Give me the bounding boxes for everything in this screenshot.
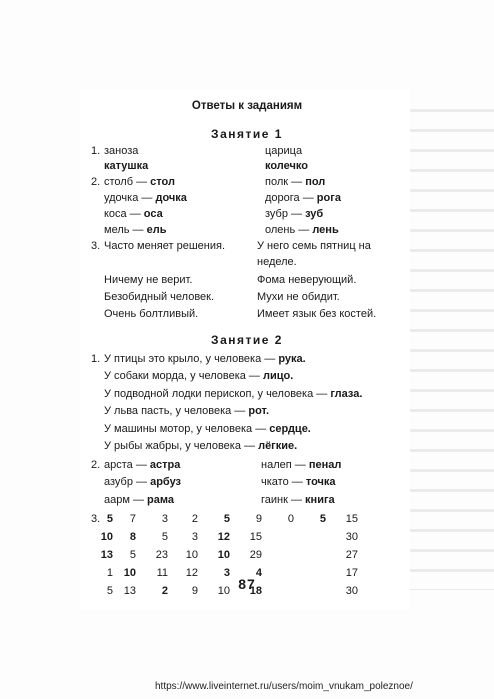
session-1-heading: Занятие 1 <box>211 127 283 141</box>
grid-number: 5 <box>223 513 230 525</box>
task-number: 1. <box>91 145 101 157</box>
grid-number: 7 <box>129 513 136 525</box>
grid-number: 12 <box>185 567 198 579</box>
grid-number: 9 <box>255 513 262 525</box>
grid-number: 5 <box>319 513 326 525</box>
answer-word: колечко <box>265 160 308 172</box>
grid-number: 23 <box>155 549 168 561</box>
grid-number: 3 <box>161 513 168 525</box>
word-pair: столб — стол <box>104 176 175 188</box>
grid-number: 17 <box>345 567 358 579</box>
description: Безобидный человек. <box>104 291 215 303</box>
task-number: 2. <box>91 176 101 188</box>
grid-number: 1 <box>106 567 113 579</box>
session-2-heading: Занятие 2 <box>211 333 283 347</box>
anagram-pair: гаинк — книга <box>261 494 335 506</box>
answer-word: заноза <box>104 145 139 157</box>
grid-number: 3 <box>223 567 230 579</box>
analogy-line: У машины мотор, у человека — сердце. <box>104 423 311 435</box>
footer-url: https://www.liveinternet.ru/users/moim_vnukam_poleznoe/ <box>155 681 413 692</box>
grid-number: 10 <box>217 549 230 561</box>
grid-number: 15 <box>249 531 262 543</box>
description: Очень болтливый. <box>104 308 199 320</box>
grid-number: 0 <box>287 513 294 525</box>
page-number: 87 <box>238 576 256 592</box>
anagram-pair: аарм — рама <box>104 494 174 506</box>
description: Часто меняет решения. <box>104 240 226 252</box>
word-pair: мель — ель <box>104 224 167 236</box>
page-title: Ответы к заданиям <box>191 100 303 112</box>
task-number: 2. <box>91 459 101 471</box>
analogy-line: У рыбы жабры, у человека — лёгкие. <box>104 440 298 452</box>
word-pair: полк — пол <box>265 176 326 188</box>
grid-number: 4 <box>255 567 262 579</box>
grid-number: 13 <box>123 585 136 597</box>
task-number: 3. <box>91 240 101 252</box>
description: Ничему не верит. <box>104 274 193 286</box>
grid-number: 5 <box>161 531 168 543</box>
grid-number: 29 <box>249 549 262 561</box>
word-pair: удочка — дочка <box>104 192 187 204</box>
grid-number: 30 <box>345 585 358 597</box>
word-pair: олень — лень <box>265 224 339 236</box>
grid-number: 10 <box>185 549 198 561</box>
grid-number: 2 <box>161 585 168 597</box>
idiom: Фома неверующий. <box>257 274 357 286</box>
idiom: Имеет язык без костей. <box>257 308 377 320</box>
grid-number: 5 <box>129 549 136 561</box>
grid-number: 5 <box>106 513 113 525</box>
anagram-pair: арста — астра <box>104 459 181 471</box>
grid-number: 10 <box>100 531 113 543</box>
grid-number: 11 <box>156 567 168 579</box>
answer-word: катушка <box>104 160 149 172</box>
task-number: 3. <box>91 513 101 525</box>
word-pair: дорога — рога <box>265 192 341 204</box>
anagram-pair: налеп — пенал <box>261 459 342 471</box>
analogy-line: У птицы это крыло, у человека — рука. <box>104 353 306 365</box>
idiom: У него семь пятниц на <box>257 240 371 252</box>
grid-number: 9 <box>191 585 198 597</box>
task-number: 1. <box>91 353 101 365</box>
grid-number: 12 <box>217 531 230 543</box>
grid-number: 3 <box>191 531 198 543</box>
grid-number: 13 <box>100 549 113 561</box>
grid-number: 15 <box>345 513 358 525</box>
idiom: неделе. <box>257 256 297 268</box>
grid-number: 2 <box>191 513 198 525</box>
answer-word: царица <box>265 145 303 157</box>
anagram-pair: азубр — арбуз <box>104 476 182 488</box>
word-pair: коса — оса <box>104 208 163 220</box>
grid-number: 8 <box>129 531 136 543</box>
word-pair: зубр — зуб <box>265 208 324 220</box>
grid-number: 10 <box>217 585 230 597</box>
grid-number: 18 <box>249 585 262 597</box>
grid-number: 5 <box>106 585 113 597</box>
idiom: Мухи не обидит. <box>257 291 340 303</box>
grid-number: 10 <box>123 567 136 579</box>
analogy-line: У собаки морда, у человека — лицо. <box>104 370 294 382</box>
analogy-line: У подводной лодки перископ, у человека — глаза. <box>104 388 363 400</box>
grid-number: 27 <box>345 549 358 561</box>
analogy-line: У льва пасть, у человека — рот. <box>104 405 270 417</box>
grid-number: 30 <box>345 531 358 543</box>
anagram-pair: чкато — точка <box>261 476 336 488</box>
